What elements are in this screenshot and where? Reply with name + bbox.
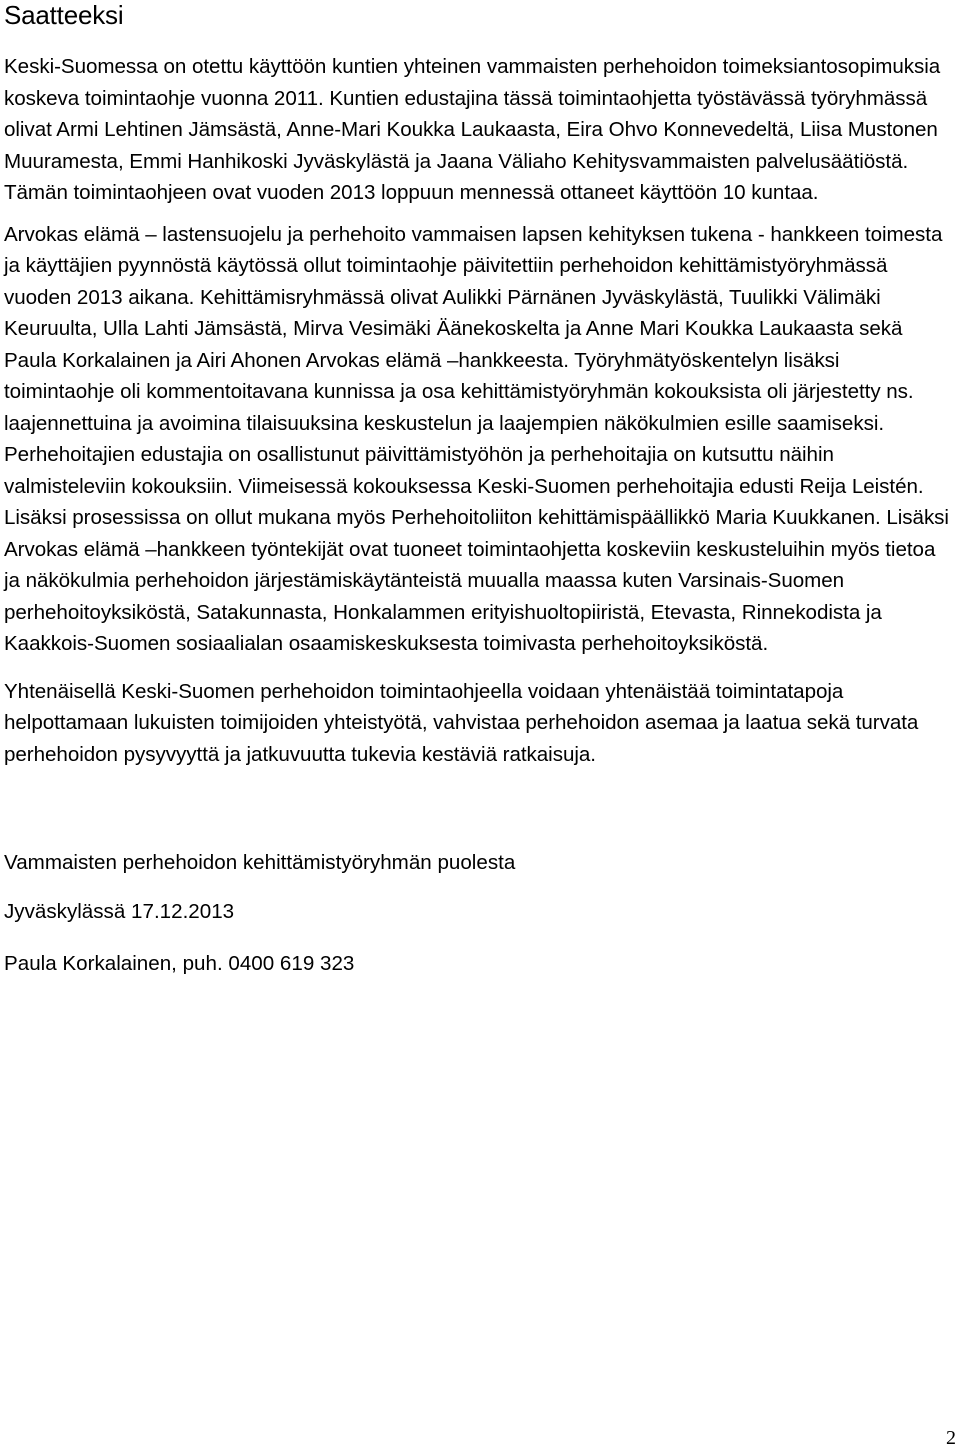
intro-paragraph: Keski-Suomessa on otettu käyttöön kuntien yhteinen vammaisten perhehoidon toimeksiantosopimuksia koskeva toimintaohje vuonna 2011. Kuntien edustajina tässä toimintaohjetta työstävässä työryhmässä olivat Armi Lehtinen Jämsästä, Anne-Mari Koukka Laukaasta, Eira Ohvo Konnevedeltä, Liisa Mustonen Muuramesta, Emmi Hanhikoski Jyväskylästä ja Jaana Väliaho Kehitysvammaisten palvelusäätiöstä. Tämän toimintaohjeen ovat vuoden 2013 loppuun mennessä ottaneet käyttöön 10 kuntaa. [4,55,941,204]
goal-paragraph: Yhtenäisellä Keski-Suomen perhehoidon toimintaohjeella voidaan yhtenäistää toimintatapoja helpottamaan lukuisten toimijoiden yhteistyötä, vahvistaa perhehoidon asemaa ja laatua sekä turvata perhehoidon pysyvyyttä ja jatkuvuutta tukevia kestäviä ratkaisuja. [4,679,919,766]
document-page [4,0,949,977]
signature-contact: Paula Korkalainen, puh. 0400 619 323 [4,952,355,975]
signature-on-behalf: Vammaisten perhehoidon kehittämistyöryhmän puolesta [4,851,516,874]
signature-place-date: Jyväskylässä 17.12.2013 [4,900,235,923]
page-title: Saatteeksi [4,0,124,30]
update-paragraph: Arvokas elämä – lastensuojelu ja perhehoito vammaisen lapsen kehityksen tukena - hankkeen toimesta ja käyttäjien pyynnöstä käytössä ollut toimintaohje päivitettiin perhehoidon kehittämistyöryhmässä vuoden 2013 aikana. Kehittämisryhmässä olivat Aulikki Pärnänen Jyväskylästä, Tuulikki Välimäki Keuruulta, Ulla Lahti Jämsästä, Mirva Vesimäki Äänekoskelta ja Anne Mari Koukka Laukaasta sekä Paula Korkalainen ja Airi Ahonen Arvokas elämä –hankkeesta. Työryhmätyöskentelyn lisäksi toimintaohje oli kommentoitavana kunnissa ja osa kehittämistyöryhmän kokouksista oli järjestetty ns. laajennettuina ja avoimina tilaisuuksina keskustelun ja laajempien näkökulmien esille saamiseksi. Perhehoitajien edustajia on osallistunut päivittämistyöhön ja perhehoitajia on kutsuttu näihin valmisteleviin kokouksiin. Viimeisessä kokouksessa Keski-Suomen perhehoitajia edusti Reija Leistén. Lisäksi prosessissa on ollut mukana myös Perhehoitoliiton kehittämispäällikkö Maria Kuukkanen. Lisäksi Arvokas elämä –hankkeen työntekijät ovat tuoneet toimintaohjetta koskeviin keskusteluihin myös tietoa ja näkökulmia perhehoidon järjestämiskäytänteistä muualla maassa kuten Varsinais-Suomen perhehoitoyksiköstä, Satakunnasta, Honkalammen erityishuoltopiiristä, Etevasta, Rinnekodista ja Kaakkois-Suomen sosiaalialan osaamiskeskuksesta toimivasta perhehoitoyksiköstä. [4,222,949,655]
page-number: 2 [946,1427,956,1449]
